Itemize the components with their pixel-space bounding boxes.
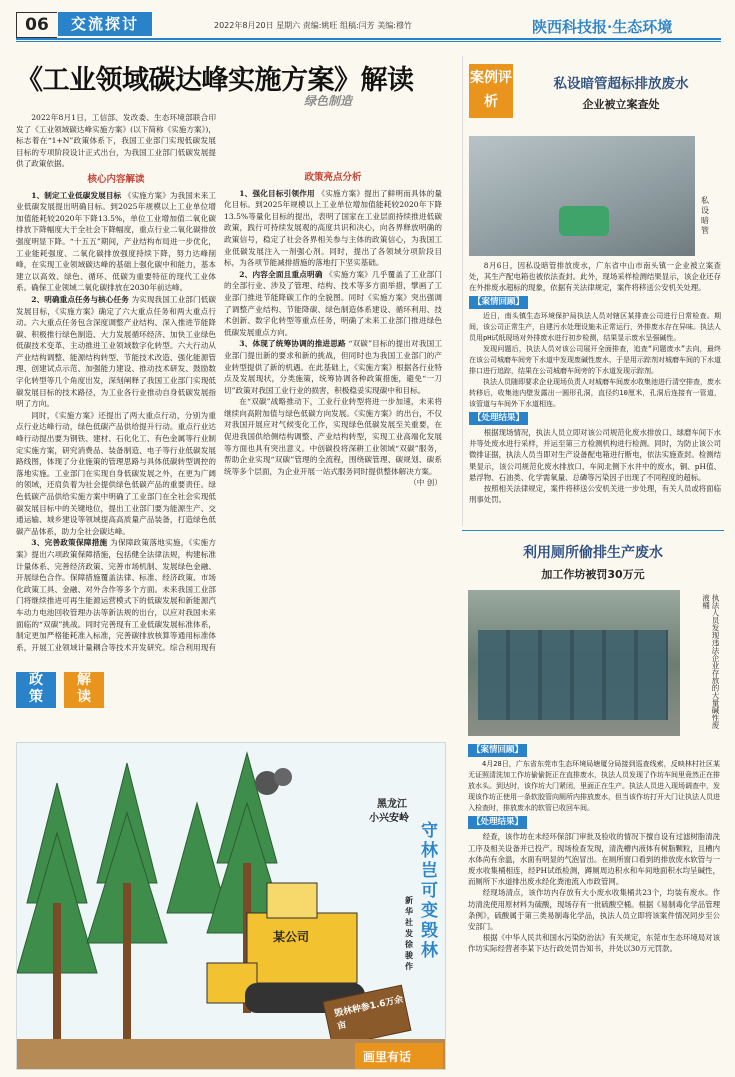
case2-photo [468, 590, 680, 736]
q3-body: “双碳”目标的提出对我国工业部门提出新的要求和新的挑战，但同时也为我国工业部门的产业转型提供了新的机遇。在此基础上，《实施方案》根据各行业特点及发展现状，分类施策，统筹协调各种政策措施，避免“一刀切”政策对我国工业行业的损害，积极稳妥实现碳中和目标。 [224, 339, 442, 395]
title-brush-text: 绿色制造 [304, 94, 353, 108]
q1-head: 1、强化目标引领作用 [239, 188, 315, 198]
article-column-1 [16, 112, 216, 652]
case2-tag-result: 【处理结果】 [468, 816, 527, 829]
subhead-highlights: 政策亮点分析 [304, 172, 362, 183]
q2 [224, 269, 442, 339]
cartoon-caption-top: 黑龙江 [377, 799, 407, 810]
page-number: 06 [16, 12, 57, 38]
case1-title: 私设暗管超标排放废水 [553, 76, 689, 92]
badge-char-1: 政 策 [16, 672, 56, 708]
cartoon-caption-top2: 小兴安岭 [369, 813, 409, 824]
article-author: （中 创） [409, 478, 442, 488]
case1-photo-caption: 私设暗管 [701, 196, 709, 235]
case2-tag-review: 【案情回顾】 [468, 744, 527, 757]
p3: 同时，《实施方案》还提出了两大重点行动，分别为重点行业达峰行动，绿色低碳产品供给提升行动。重点行业达峰行动提出要为钢铁、建材、石化化工、有色金属等行业制定实施方案，研究消费品、装备制造、电子等行业低碳发展路线图，体现了分业施策的管理思路与具体低碳转型调控的落地实施。工业部门在实现自身低碳发展之外，在更为广阔的领域，还肩负着为社会提供绿色低碳产品的重要责任。绿色低碳产品供给实施方案中明确了工业部门在全社会实现低碳发展目标中的关键地位，提出工业部门要为能源生产、交通运输、城乡建设等领域提高高质量产品装备，打造绿色低碳产品体系，助力全社会碳达峰。 [16, 410, 216, 536]
article-column-2 [224, 168, 442, 743]
case2-a1: 4月28日，广东省东莞市生态环境局塘厦分局接到巡查线索，反映林村社区某无证照清洗加工作坊偷偷扼正在直排废水，执法人员发现了作坊车间里竟然正在排放水头。到达时，该作坊大门紧闭，里面正在生产。执法人员进入现场调查中，发现该作坊正使用一条软胶管向厕所内排放废水，但当该作坊打开大门让执法人员进入检查时，排放废水的软管已收回车间。 [468, 760, 720, 813]
cartoon-title: 守林岂可变毁林 [421, 821, 438, 961]
article-title: 《工业领域碳达峰实施方案》解读 [16, 65, 414, 96]
q1-body: 《实施方案》提出了鲜明而具体的量化目标。到2025年规模以上工业单位增加值能耗较2020年下降13.5%等量化目标的提出，表明了国家在工业层面持续推进低碳政策，践行可持续发展观的高度共识和决心，向各界释放明确的政策信号，稳定了社会各界相关参与主体的政策信心，为我国工业低碳发展注入一剂强心剂。同时，提出了各领域分项阶段目标，为各项节能减排措施的落地打下坚实基础。 [224, 188, 442, 268]
case1-b1: 根据现场情况，执法人员立即对该公司规范化废水排放口、球磨车间下水井等处废水进行采样，并运至第三方检测机构进行检测。同时，为防止该公司微排证据，执法人员当即对生产设备配电箱进行断电，依法实施查封。检测结果显示，该公司规范化废水排放口、车间北侧下水井中的废水，铜、pH值、悬浮物、石油类、化学需氧量、总磷等污染因子出现了不同程度的超标。 [469, 428, 721, 482]
q3-head: 3、体现了统筹协调的推进思路 [239, 339, 346, 349]
q2-body: 《实施方案》几乎覆盖了工业部门的全部行业、涉及了管理、结构、技术等多方面举措，擘画了工业部门推进节能降碳工作的全貌图。同时《实施方案》突出强调了调整产业结构、节能降碳、绿色制造体系建设、循环利用、技术创新、数字化转型等重点任务，明确了未来工业部门推进绿色低碳发展重点方向。 [224, 269, 442, 337]
case1-panel [462, 56, 725, 526]
case2-subtitle: 加工作坊被罚30万元 [541, 568, 645, 581]
case2-b3: 根据《中华人民共和国水污染防治法》有关规定，东莞市生态环境局对该作坊实际经营者李某下达行政处罚告知书，并处以30万元罚款。 [468, 933, 720, 954]
badge-char-2: 解 读 [64, 672, 104, 708]
p2-body: 为实现我国工业部门低碳发展目标，《实施方案》确定了六大重点任务和两大重点行动。六大重点任务包含深度调整产业结构、深入推进节能降碳、积极推行绿色制造、大力发展循环经济、加快工业绿色低碳技术变革、主动推进工业领域数字化转型。六大行动从产业结构调整、能源结构转型、节能技术改造、强化能源管理、创建试点示范、加强能力建设、推动技术研发、鼓励数字化转型等几个角度出发，深刻阐释了我国工业部门实现低碳发展目标的技术路径，为工业各行业推动自身低碳发展指明了方向。 [16, 294, 216, 409]
case1-intro: 8月6日，因私设暗管排放废水，广东省中山市南头镇一企业被立案查处，其生产配电箱也被依法查封。此外，现场采样检测结果显示，该企业还存在外排废水超标的现象，依据有关法律规定，案件将移送公安机关处理。 [469, 261, 721, 293]
header-rule-thin [16, 41, 721, 42]
photo-barrels [478, 630, 668, 720]
case1-a3: 执法人员随即要求企业现场负责人对城磨车间废水收集池进行清空排查，废水转移后，收集池内壁发露出一圆形孔洞，直径约10厘米，孔洞后连接有一管道，该管道与车间外下水道相连。 [469, 377, 721, 408]
cartoon-sign-text: 毁林种参1.6万余亩 [333, 994, 405, 1032]
p4-head: 3、完善政策保障措施 [31, 538, 108, 548]
q3 [224, 338, 442, 396]
cartoon-credit: 新华社发 徐骏 作 [405, 896, 413, 971]
q2-head: 2、内容全面且重点明确 [239, 269, 323, 279]
p1 [16, 190, 216, 294]
p1-head: 1、制定工业低碳发展目标 [31, 190, 122, 200]
masthead-brand: 陕西科技报·生态环境 [532, 18, 673, 36]
subhead-core: 核心内容解读 [87, 173, 145, 185]
case1-tag-result: 【处理结果】 [469, 412, 528, 425]
intro-paragraph: 2022年8月1日，工信部、发改委、生态环境部联合印发了《工业领域碳达峰实施方案》(以下简称《实施方案》)，标志着在“1+N”政策体系下，我国工业部门实现低碳发展目标的专项阶段设计正式出台，为我国工业部门低碳发展提供了政策依据。 [16, 113, 216, 169]
q1 [224, 188, 442, 269]
case2-body [468, 742, 720, 1070]
q4: 在“双碳”战略推动下，工业行业转型将进一步加速，未来将继续向高附加值与绿色低碳方向发展。《实施方案》的出台，不仅对我国开展应对气候变化工作，实现绿色低碳发展至关重要，在促进我国供给侧结构调整、产业结构转型，实现工业高端化发展等方面也具有突出意义。中创碳投将深耕工业领域“双碳”服务，帮助企业实现“双碳”管理的全流程，围绕碳管理、碳规划、碳系统等多个层面，为企业开展一站式服务同时提供整体解决方案。 [224, 397, 442, 476]
case2-b2: 经现场清点，该作坊内存放有大小废水收集桶共23个，均装有废水。作坊清洗使用原材料为硫酸，现场存有一批硫酸空桶。根据《易制毒化学品管理条例》，硫酸属于第三类易制毒化学品，执法人员立即将该案件情况同步至公安部门。 [468, 888, 720, 932]
case1-a1: 近日，南头镇生态环境保护局执法人员对辖区某排查公司进行日常检查。期间，该公司正常生产，自建污水处理设施未正常运行，外排废水存在异味。执法人员用pH试纸现场对外排废水进行初步检测，结果显示废水呈强碱性。 [469, 311, 721, 342]
header-rule [16, 38, 721, 40]
case-review-label: 案例评析 [469, 64, 513, 118]
case1-photo [469, 136, 695, 256]
case1-subtitle: 企业被立案查处 [582, 98, 660, 111]
cartoon-panel [16, 742, 446, 1070]
case1-tag-review: 【案情回顾】 [469, 296, 528, 309]
cartoon-corner-tag: 画里有话 [363, 1050, 412, 1064]
case2-rule [462, 530, 724, 531]
case2-photo-caption: 执法人员发现违法企业存放的大量碱性废液桶 [701, 594, 720, 729]
p2 [16, 294, 216, 410]
section-label: 交流探讨 [58, 12, 152, 36]
p4-body: 为保障政策落地实施，《实施方案》提出六项政策保障措施，包括健全法律法规，构建标准计量体系、完善经济政策、完善市场机制、发展绿色金融、开展绿色合作。保障措施覆盖法律、标准、经济政策、市场化政策工具、金融、对外合作等多个方面。未来我国工业部门将继续推进可再生能源运营模式下的低碳发展和新能源汽车动力电池回收管理办法等新法规的出台，以应对我国未来面临的“双碳”挑战。同时完善现有工业低碳发展标准体系，制定更加严格能耗准入标准，完善碳排放核算等通用标准体系，开展工业领域计量耦合等技术开发研究。综合利用现有 [16, 538, 216, 652]
issue-meta: 2022年8月20日 星期六 责编:姚旺 组稿:闫芳 美编:穆竹 [214, 21, 412, 30]
p1-body: 《实施方案》为我国未来工业低碳发展提出明确目标。到2025年规模以上工业单位增加值能耗较2020年下降13.5%，单位工业增加值二氧化碳排放下降幅度大于全社会下降幅度，重点行业二氧化碳排放强度明显下降。“十五五”期间，产业结构布局进一步优化，工业能耗强度、二氧化碳排放强度持续下降，努力达峰削峰，在实现工业领域碳达峰的基础上强化碳中和能力，基本建立以高效、绿色、循环、低碳为重要特征的现代工业体系。确保工业领域二氧化碳排放在2030年前达峰。 [16, 190, 216, 293]
case2-panel [462, 530, 724, 1070]
policy-badge [16, 660, 112, 740]
case2-title: 利用厕所偷排生产废水 [523, 545, 663, 561]
article-column-1-continued [116, 660, 216, 740]
case1-body [469, 260, 721, 522]
p4 [16, 537, 216, 652]
p2-head: 2、明确重点任务与核心任务 [31, 294, 129, 304]
bulldozer-sign: 某公司 [273, 930, 310, 944]
case1-b2: 按照相关法律规定，案件将移送公安机关进一步处理，有关人员或将面临刑事处罚。 [469, 484, 721, 505]
case1-a2: 发现问题后，执法人员对该公司展开全面排查，追查“问题废水”去向，最终在该公司城磨车间旁下水道中发现废碱性废水，于是用示踪剂对城磨车间的下水道排口进行追踪，结果在公司城磨车间旁的下水道发现示踪剂。 [469, 344, 721, 375]
photo-green-pool [559, 206, 609, 236]
case2-b1: 经查，该作坊在未经环保部门审批及验收的情况下擅自设有过滤树脂清洗工序及相关设备并已投产。现场检查发现，清洗槽内液体有树脂颗粒，且槽内水体尚有余温，水面有明显的气泡冒出。在厕所窗口看到的排放废水软管与一废水收集桶相连，经PH试纸检测，蹲厕周边积水和车间地面积水均呈碱性，而厕所下水道排出废水经化粪池流入市政管网。 [468, 832, 720, 887]
